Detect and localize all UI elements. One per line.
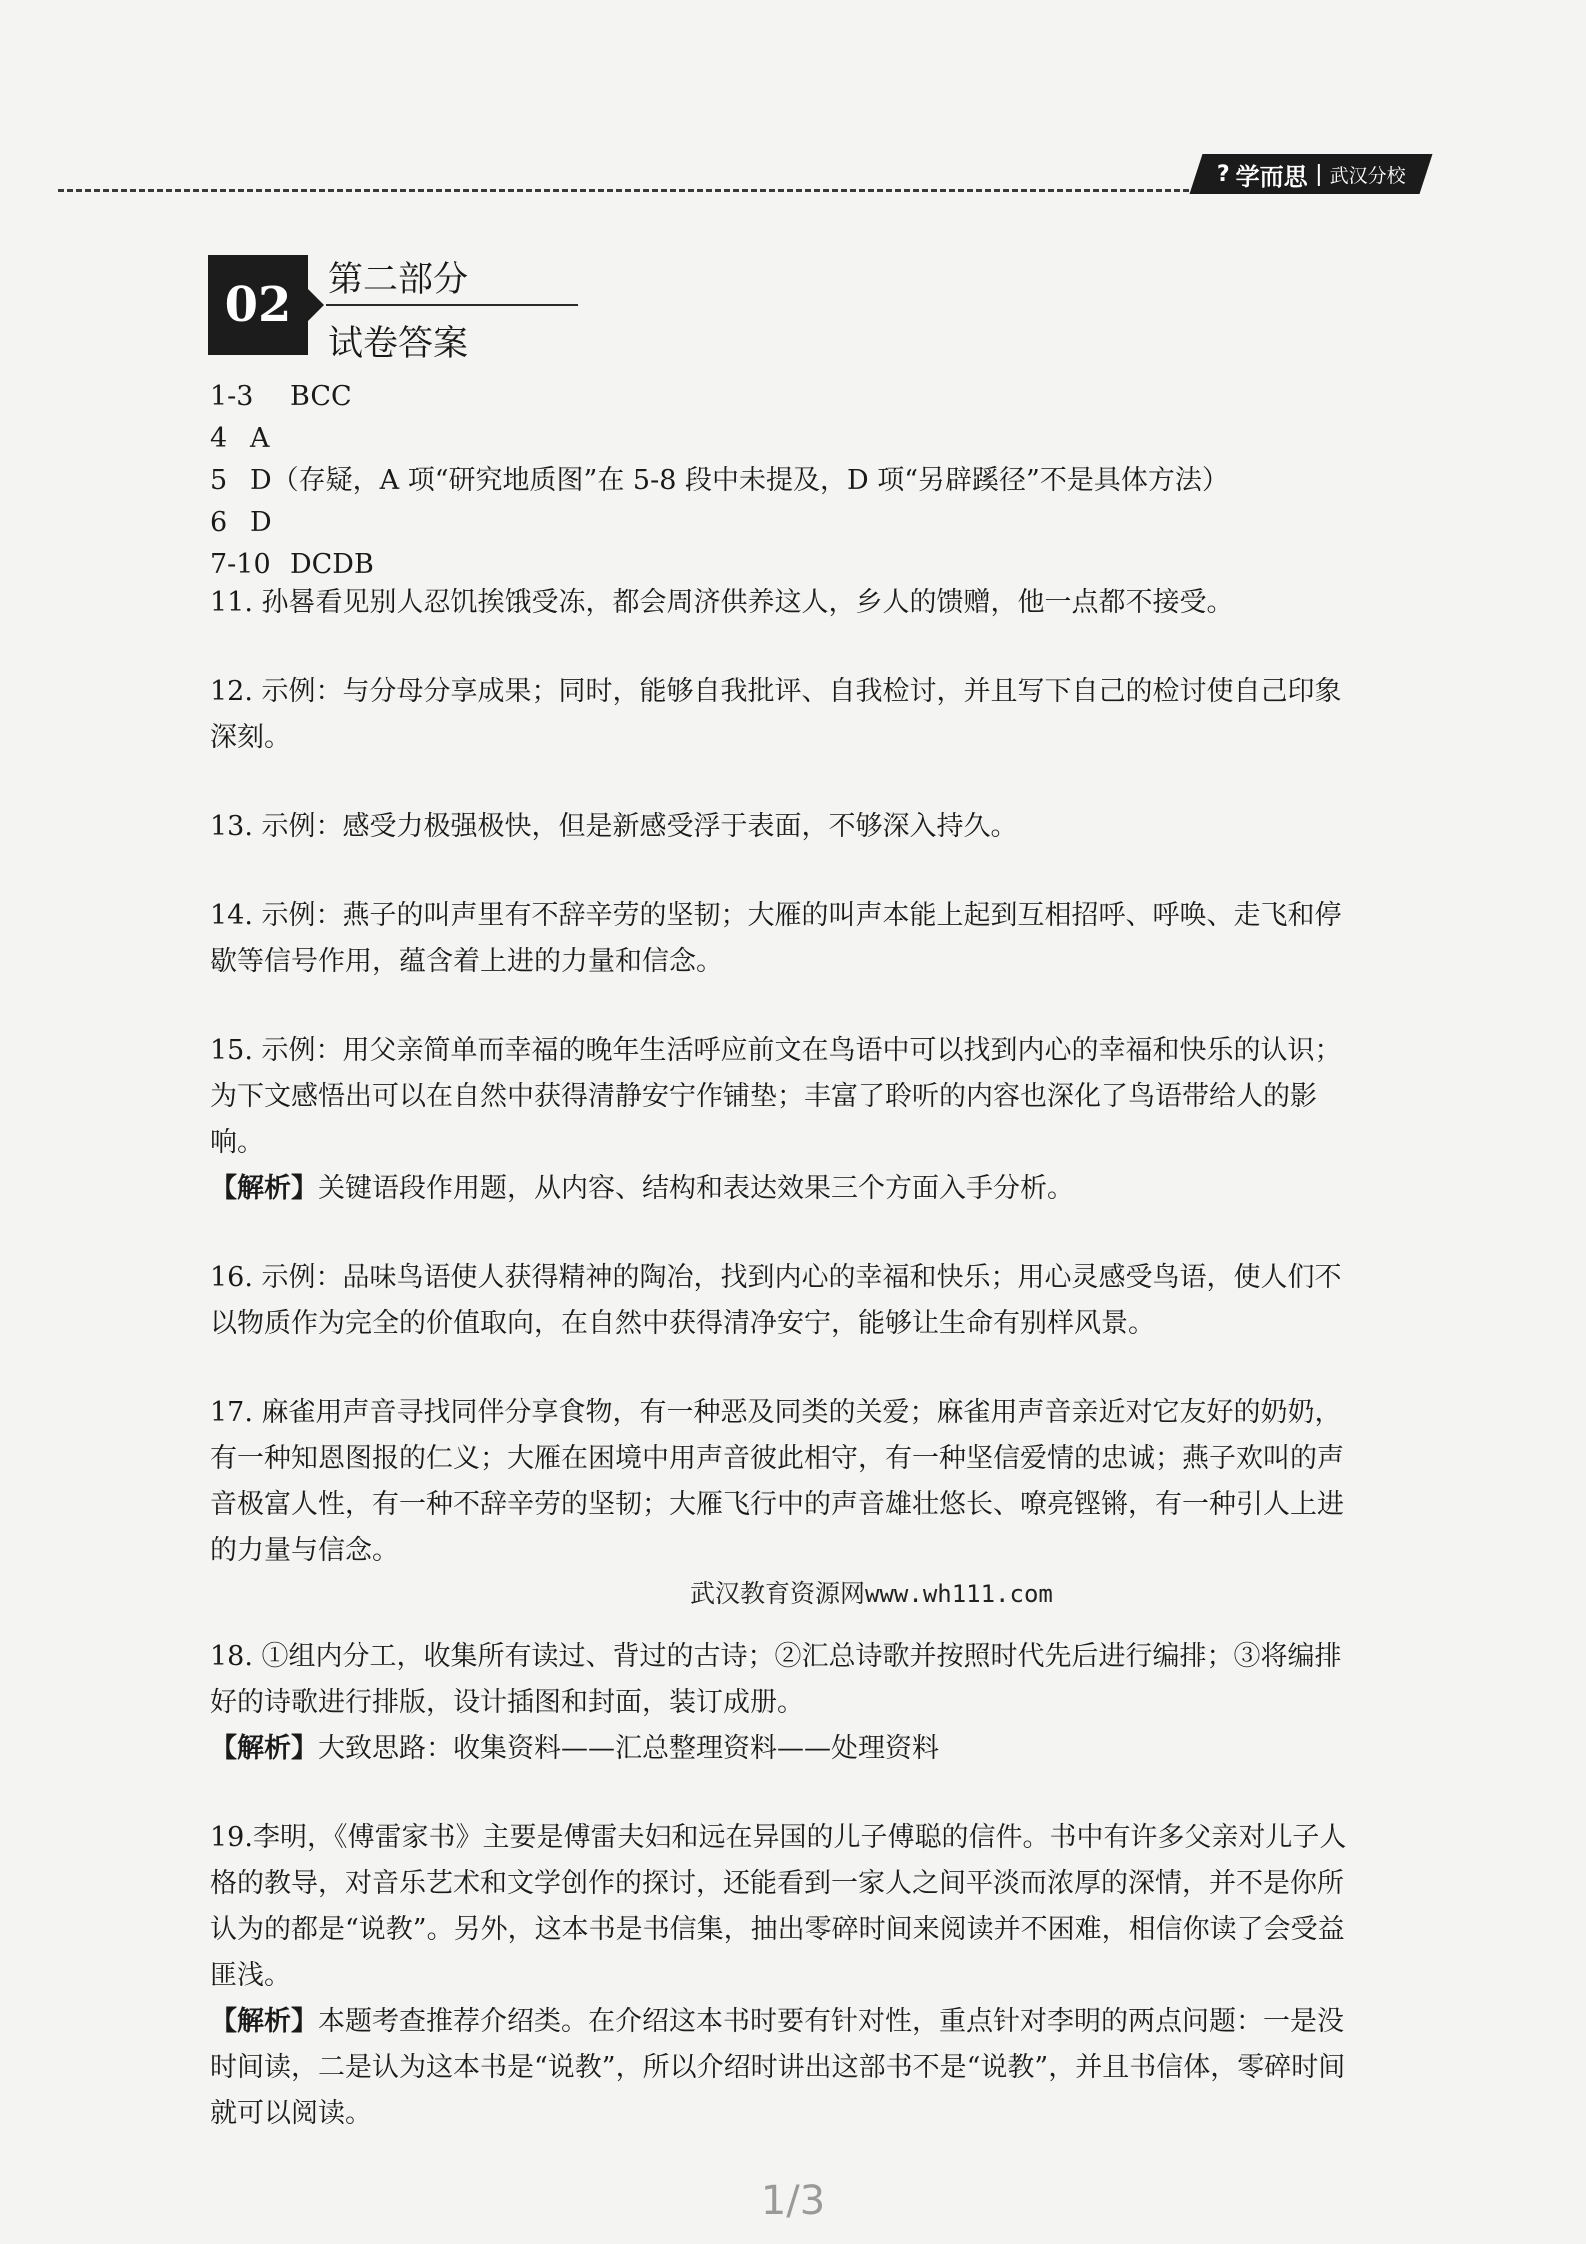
answer-list: [210, 580, 1360, 2180]
answer-item-17: [210, 1390, 1360, 1574]
watermark: [690, 1574, 1053, 1610]
mc-answer-row: [210, 463, 1229, 499]
watermark-site-name: 武汉教育资源网: [690, 1579, 866, 1608]
brand-logo-icon: ?: [1216, 161, 1230, 187]
answer-text: 15. 示例：用父亲简单而幸福的晚年生活呼应前文在鸟语中可以找到内心的幸福和快乐的认识；为下文感悟出可以在自然中获得清静安宁作铺垫；丰富了聆听的内容也深化了鸟语带给人的影响。: [210, 1035, 1342, 1158]
mc-answer-row: [210, 505, 272, 541]
answer-item-12: [210, 669, 1360, 761]
brand-separator: [1317, 163, 1319, 185]
answer-item-19: [210, 1815, 1360, 2137]
section-badge-notch: [308, 289, 324, 321]
mc-answer-value: A: [250, 423, 270, 454]
answer-text: 12. 示例：与分母分享成果；同时，能够自我批评、自我检讨，并且写下自己的检讨使自己印象深刻。: [210, 676, 1342, 753]
answer-text: 16. 示例：品味鸟语使人获得精神的陶冶，找到内心的幸福和快乐；用心灵感受鸟语，使人们不以物质作为完全的价值取向，在自然中获得清净安宁，能够让生命有别样风景。: [210, 1262, 1342, 1339]
answer-text: 17. 麻雀用声音寻找同伴分享食物，有一种恶及同类的关爱；麻雀用声音亲近对它友好的奶奶，有一种知恩图报的仁义；大雁在困境中用声音彼此相守，有一种坚信爱情的忠诚；燕子欢叫的声音极富人性，有一种不辞辛劳的坚韧；大雁飞行中的声音雄壮悠长、嘹亮铿锵，有一种引人上进的力量与信念。: [210, 1397, 1344, 1566]
answer-analysis: [210, 1166, 1360, 1212]
analysis-text: 本题考查推荐介绍类。在介绍这本书时要有针对性，重点针对李明的两点问题：一是没时间读，二是认为这本书是“说教”，所以介绍时讲出这部书不是“说教”，并且书信体，零碎时间就可以阅读。: [210, 2006, 1346, 2129]
mc-answer-value: DCDB: [290, 549, 374, 580]
answer-item-16: [210, 1255, 1360, 1347]
watermark-url: www.wh111.com: [865, 1580, 1053, 1608]
answer-item-14: [210, 893, 1360, 985]
analysis-tag: 【解析】: [210, 1173, 318, 1204]
brand-tag: [1190, 154, 1433, 194]
section-subtitle: 试卷答案: [328, 324, 469, 364]
answer-item-11: [210, 580, 1360, 626]
mc-question-number: 4: [210, 423, 228, 454]
answer-analysis: [210, 1726, 1360, 1772]
answer-text: 11. 孙晷看见别人忍饥挨饿受冻，都会周济供养这人，乡人的馈赠，他一点都不接受。: [210, 587, 1234, 618]
mc-question-number: 6: [210, 507, 228, 538]
mc-question-number: 1-3: [210, 381, 254, 412]
mc-question-number: 7-10: [210, 549, 271, 580]
brand-name: 学而思: [1235, 162, 1308, 191]
section-number-badge: 02: [208, 255, 308, 355]
mc-answer-value: D: [250, 507, 272, 538]
answer-item-18: [210, 1634, 1360, 1772]
brand-campus: 武汉分校: [1329, 164, 1406, 187]
page-indicator: 1/3: [760, 2178, 826, 2224]
answer-text: 13. 示例：感受力极强极快，但是新感受浮于表面，不够深入持久。: [210, 811, 1018, 842]
mc-answer-value: BCC: [290, 381, 352, 412]
mc-answer-row: [210, 421, 270, 457]
analysis-text: 关键语段作用题，从内容、结构和表达效果三个方面入手分析。: [318, 1173, 1074, 1204]
section-title: 第二部分: [328, 260, 469, 300]
answer-text: 19.李明，《傅雷家书》主要是傅雷夫妇和远在异国的儿子傅聪的信件。书中有许多父亲对儿子人格的教导，对音乐艺术和文学创作的探讨，还能看到一家人之间平淡而浓厚的深情，并不是你所认为的都是“说教”。另外，这本书是书信集，抽出零碎时间来阅读并不困难，相信你读了会受益匪浅。: [210, 1822, 1347, 1991]
mc-question-number: 5: [210, 465, 228, 496]
analysis-tag: 【解析】: [210, 2006, 318, 2037]
section-title-underline: [326, 304, 578, 306]
answer-item-15: [210, 1028, 1360, 1212]
mc-answer-row: [210, 379, 352, 415]
mc-answer-row: [210, 547, 374, 583]
analysis-text: 大致思路：收集资料——汇总整理资料——处理资料: [318, 1733, 939, 1764]
header-dashed-divider: [58, 189, 1216, 192]
answer-text: 18. ①组内分工，收集所有读过、背过的古诗；②汇总诗歌并按照时代先后进行编排；③将编排好的诗歌进行排版，设计插图和封面，装订成册。: [210, 1641, 1342, 1718]
answer-analysis: [210, 1999, 1360, 2137]
mc-answer-value: D（存疑，A 项“研究地质图”在 5-8 段中未提及，D 项“另辟蹊径”不是具体方法）: [250, 465, 1229, 496]
answer-item-13: [210, 804, 1360, 850]
analysis-tag: 【解析】: [210, 1733, 318, 1764]
answer-text: 14. 示例：燕子的叫声里有不辞辛劳的坚韧；大雁的叫声本能上起到互相招呼、呼唤、走飞和停歇等信号作用，蕴含着上进的力量和信念。: [210, 900, 1342, 977]
